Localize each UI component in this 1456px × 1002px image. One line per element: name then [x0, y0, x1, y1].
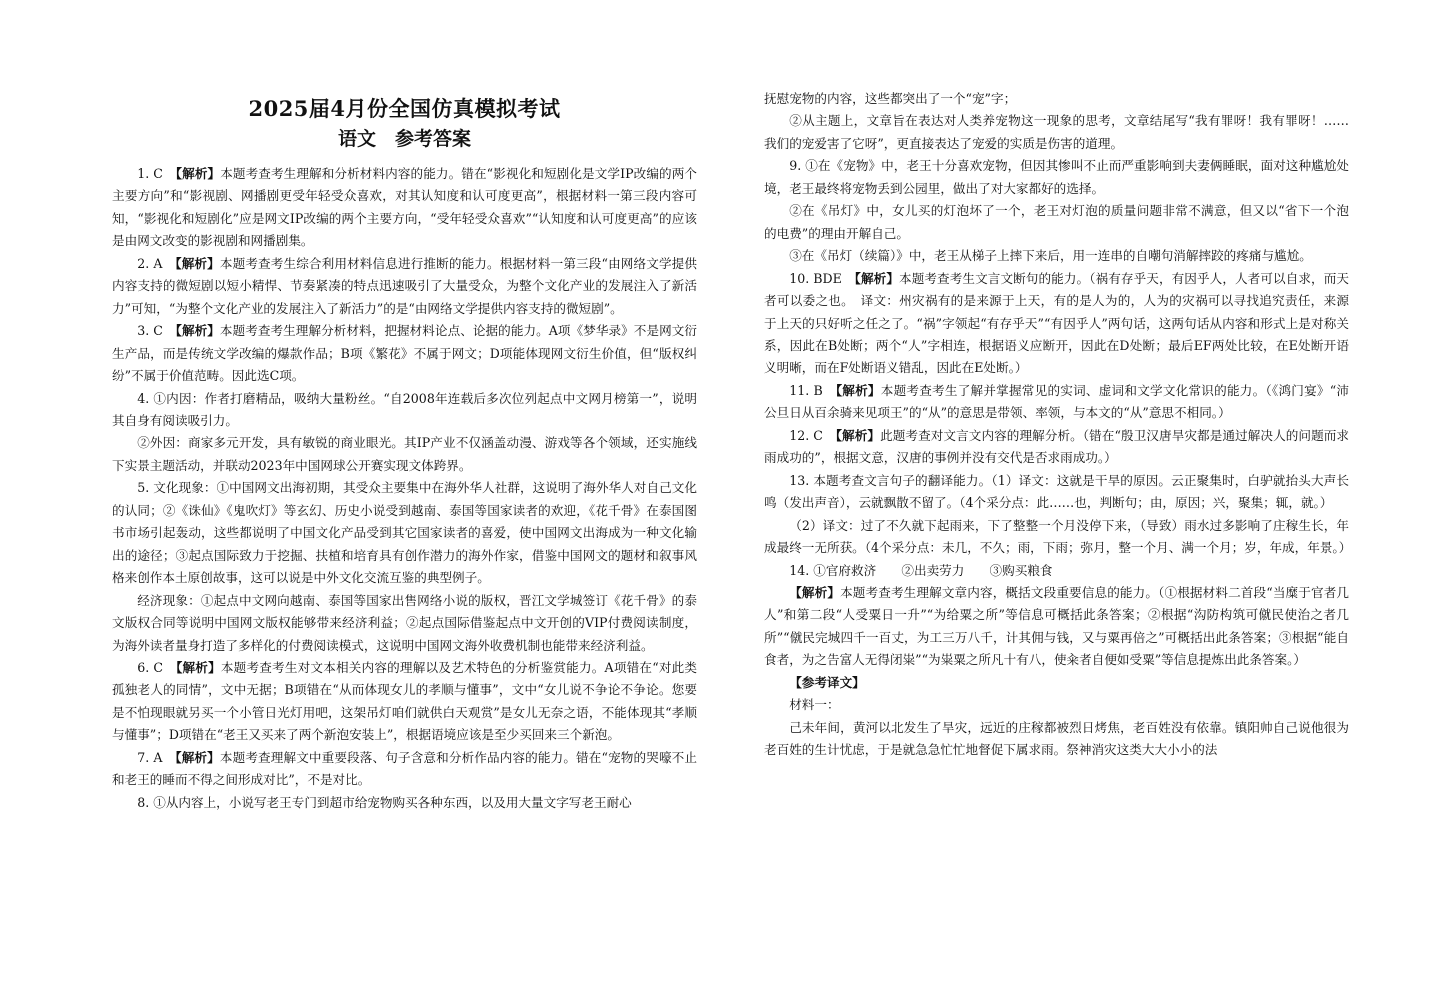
paragraph-text: ②从主题上，文章旨在表达对人类养宠物这一现象的思考，文章结尾写“我有罪呀！我有罪呀！……我们的宠爱害了它呀”，更直接表达了宠爱的实质是伤害的道理。 — [764, 113, 1349, 151]
left-column — [112, 0, 697, 814]
answer-paragraph — [112, 590, 697, 657]
answer-paragraph — [764, 380, 1349, 425]
answer-paragraph — [764, 672, 1349, 694]
right-column — [764, 88, 1352, 762]
answer-paragraph — [764, 200, 1349, 245]
answer-paragraph — [764, 110, 1349, 155]
paragraph-text: 本题考查考生综合利用材料信息进行推断的能力。根据材料一第三段“由网络文学提供内容支持的微短剧以短小精悍、节奏紧凑的特点迅速吸引了大量受众，为整个文化产业的发展注入了新活力”可知，“为整个文化产业的发展注入了新活力”的是“由网络文学提供内容支持的微短剧”。 — [112, 255, 697, 316]
title-block — [112, 93, 697, 153]
answer-paragraph — [764, 268, 1349, 380]
paragraph-text: 经济现象：①起点中文网向越南、泰国等国家出售网络小说的版权，晋江文学城签订《花千骨》的泰文版权合同等说明中国网文版权能够带来经济利益；②起点国际借鉴起点中文开创的VIP付费阅读制度，为海外读者量身打造了多样化的付费阅读模式，这说明中国网文海外收费机制也能带来经济利益。 — [112, 592, 697, 653]
paragraph-text: 5. 文化现象：①中国网文出海初期，其受众主要集中在海外华人社群，这说明了海外华人对自己文化的认同；②《诛仙》《鬼吹灯》等玄幻、历史小说受到越南、泰国等国家读者的欢迎，《花千骨》在泰国图书市场引起轰动，这些都说明了中国文化产品受到其它国家读者的喜爱，使中国网文出海成为一种文化输出的途径；③起点国际致力于挖掘、扶植和培育具有创作潜力的海外作家，借鉴中国网文的题材和叙事风格来创作本土原创故事，这可以说是中外文化交流互鉴的典型例子。 — [112, 480, 697, 586]
paragraph-text: ③在《吊灯（续篇）》中，老王从梯子上摔下来后，用一连串的自嘲句消解摔跤的疼痛与尴尬。 — [789, 248, 1312, 264]
answer-paragraph — [764, 155, 1349, 200]
document-subtitle: 语文 参考答案 — [337, 128, 471, 150]
right-paragraphs — [764, 88, 1352, 762]
paragraph-text: 本题考查考生理解文章内容，概括文段重要信息的能力。（①根据材料二首段“当糜于官者几人”和第二段“人受粟日一升”“为给粟之所”等信息可概括此条答案；②根据“沟防构筑可僦民使治之者几所”“僦民完城四千一百丈，为工三万八千，计其佣与钱，又与粟再倍之”可概括出此条答案；③根据“能自食者，为之告富人无得闭粜”“为粜粟之所凡十有八，使籴者自便如受粟”等信息提炼出此条答案。） — [764, 584, 1350, 668]
analysis-tag: 【参考译文】 — [789, 674, 865, 690]
paragraph-text: ②外因：商家多元开发，具有敏锐的商业眼光。其IP产业不仅涵盖动漫、游戏等各个领域，还实施线下实景主题活动，并联动2023年中国网球公开赛实现文体跨界。 — [112, 435, 697, 473]
paragraph-text: 己未年间，黄河以北发生了旱灾，远近的庄稼都被烈日烤焦，老百姓没有依靠。镇阳帅自己说他很为老百姓的生计忧虑，于是就急急忙忙地督促下属求雨。祭神消灾这类大大小小的法 — [764, 719, 1349, 758]
analysis-tag: 【解析】 — [175, 749, 220, 765]
document-title: 2025届4月份全国仿真模拟考试 — [248, 96, 561, 121]
paragraph-text: 本题考查考生对文本相关内容的理解以及艺术特色的分析鉴赏能力。A项错在“对此类孤独老人的同情”，文中无据；B项错在“从而体现女儿的孝顺与懂事”，文中“女儿说不争论不争论。您要是不怕现眼就另买一个小管日光灯用吧，这架吊灯咱们就供白天观赏”是女儿无奈之语，不能体现其“孝顺与懂事”；D项错在“老王又买来了两个新泡安装上”，根据语境应该是至少买回来三个新泡。 — [112, 659, 697, 743]
answer-paragraph — [112, 747, 697, 792]
paragraph-text: （2）译文：过了不久就下起雨来，下了整整一个月没停下来，（导致）雨水过多影响了庄稼生长，年成最终一无所获。（4个采分点：未几，不久；雨，下雨；弥月，整一个月、满一个月；岁，年成，年景。） — [764, 517, 1352, 556]
paragraph-text: 13. 本题考查文言句子的翻译能力。（1）译文：这就是干旱的原因。云正聚集时，白驴就抬头大声长鸣（发出声音），云就飘散不留了。（4个采分点：此……也，判断句；由，原因；兴，聚集；辄，就。） — [764, 472, 1349, 511]
item-number: 10. BDE — [789, 270, 855, 286]
answer-paragraph — [112, 163, 697, 253]
answer-paragraph — [764, 88, 1349, 110]
item-number: 12. C — [789, 427, 836, 443]
answer-paragraph — [764, 560, 1349, 582]
paragraph-text: 9. ①在《宠物》中，老王十分喜欢宠物，但因其惨叫不止而严重影响到夫妻俩睡眠，面对这种尴尬处境，老王最终将宠物丢到公园里，做出了对大家都好的选择。 — [764, 158, 1349, 196]
answer-paragraph — [764, 515, 1352, 560]
analysis-tag: 【解析】 — [789, 584, 841, 600]
answer-paragraph — [112, 432, 697, 477]
paragraph-text: ②在《吊灯》中，女儿买的灯泡坏了一个，老王对灯泡的质量问题非常不满意，但又以“省下一个泡的电费”的理由开解自己。 — [764, 203, 1349, 241]
analysis-tag: 【解析】 — [176, 659, 221, 675]
analysis-tag: 【解析】 — [175, 323, 220, 339]
paragraph-text: 材料一： — [789, 697, 840, 713]
paragraph-text: 本题考查考生理解和分析材料内容的能力。错在“影视化和短剧化是文学IP改编的两个主要方向”和“影视剧、网播剧更受年轻受众喜欢，对其认知度和认可度更高”，根据材料一第三段内容可知，“影视化和短剧化”应是网文IP改编的两个主要方向，“受年轻受众喜欢”“认知度和认可度更高”的应该是由网文改变的影视剧和网播剧集。 — [112, 166, 698, 249]
paragraph-text: 此题考查对文言文内容的理解分析。（错在“殷卫汉唐旱灾都是通过解决人的问题而求雨成功的”，根据文意，汉唐的事例并没有交代是否求雨成功。） — [764, 427, 1350, 466]
item-number: 11. B — [789, 382, 836, 398]
analysis-tag: 【解析】 — [835, 427, 881, 443]
item-number: 2. A — [137, 255, 176, 271]
answer-paragraph — [112, 477, 697, 589]
paragraph-text: 8. ①从内容上，小说写老王专门到超市给宠物购买各种东西，以及用大量文字写老王耐心 — [137, 794, 632, 810]
paragraph-text: 本题考查考生了解并掌握常见的实词、虚词和文学文化常识的能力。（《鸿门宴》“沛公旦日从百余骑来见项王”的“从”的意思是带领、率领，与本文的“从”意思不相同。） — [764, 382, 1350, 421]
answer-paragraph — [764, 245, 1349, 267]
answer-paragraph — [764, 470, 1349, 515]
paragraph-text: 本题考查考生文言文断句的能力。（祸有存乎天，有因乎人，人者可以自求，而天者可以委之也。 译文：州灾祸有的是来源于上天，有的是人为的，人为的灾祸可以寻找追究责任，来源于上天的只好听之任之了。“祸”字领起“有存乎天”“有因乎人”两句话，这两句话从内容和形式上是对称关系，因此在B处断；两个“人”字相连，根据语义应断开，因此在D处断；最后EF两处比较，在E处断开语义明晰，而在F处断语义错乱，因此在E处断。） — [764, 270, 1350, 376]
answer-paragraph — [764, 717, 1349, 762]
item-number: 3. C — [137, 323, 176, 339]
left-paragraphs — [112, 163, 697, 814]
item-number: 6. C — [137, 659, 177, 675]
item-number: 7. A — [137, 749, 176, 765]
analysis-tag: 【解析】 — [175, 255, 220, 271]
analysis-tag: 【解析】 — [854, 270, 900, 286]
analysis-tag: 【解析】 — [175, 166, 221, 181]
answer-paragraph — [112, 657, 697, 747]
paragraph-text: 本题考查考生理解分析材料，把握材料论点、论据的能力。A项《梦华录》不是网文衍生产品，而是传统文学改编的爆款作品；B项《繁花》不属于网文；D项能体现网文衍生价值，但“版权纠纷”不属于价值范畴。因此选C项。 — [112, 323, 697, 384]
paragraph-text: 14. ①官府救济 ②出卖劳力 ③购买粮食 — [789, 562, 1053, 578]
answer-paragraph — [112, 388, 697, 433]
answer-paragraph — [112, 792, 697, 814]
answer-paragraph — [112, 253, 697, 320]
paragraph-text: 4. ①内因：作者打磨精品，吸纳大量粉丝。“自2008年连载后多次位列起点中文网月榜第一”，说明其自身有阅读吸引力。 — [112, 390, 697, 428]
paragraph-text: 抚慰宠物的内容，这些都突出了一个“宠”字； — [764, 91, 1017, 106]
answer-paragraph — [112, 320, 697, 387]
paragraph-text: 本题考查理解文中重要段落、句子含意和分析作品内容的能力。错在“宠物的哭嚎不止和老王的睡而不得之间形成对比”，不是对比。 — [112, 749, 697, 788]
answer-paragraph — [764, 425, 1349, 470]
item-number: 1. C — [137, 166, 176, 181]
analysis-tag: 【解析】 — [835, 382, 881, 398]
answer-paragraph — [764, 582, 1349, 672]
answer-paragraph — [764, 694, 1349, 716]
